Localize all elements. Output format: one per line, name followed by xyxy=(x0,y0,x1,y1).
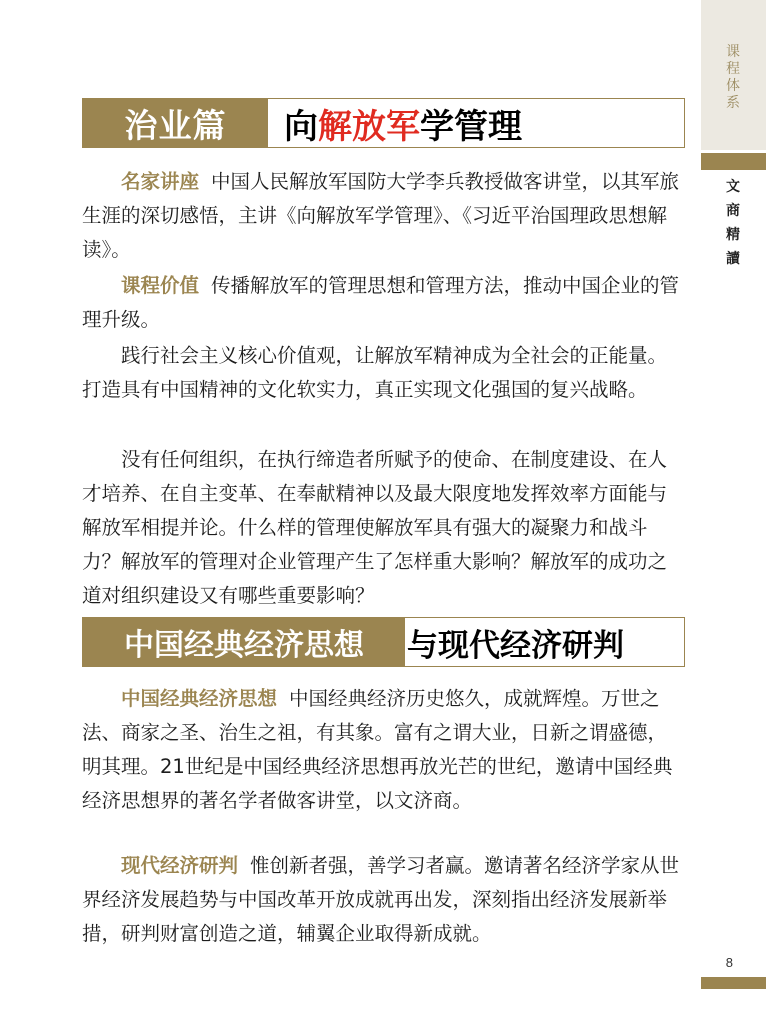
section1-text-lecture: 中国人民解放军国防大学李兵教授做客讲堂，以其军旅生涯的深切感悟，主讲《向解放军学管理》、《习近平治国理政思想解读》。 xyxy=(82,170,680,261)
footer-accent-bar xyxy=(701,977,766,989)
section1-text-value: 传播解放军的管理思想和管理方法，推动中国企业的管理升级。 xyxy=(82,274,680,331)
section2-text-classics: 中国经典经济历史悠久，成就辉煌。万世之法、商家之圣、治生之祖，有其象。富有之谓大业，日新之谓盛德，明其理。21世纪是中国经典经济思想再放光芒的世纪，邀请中国经典经济思想界的著名学者做客讲堂，以文济商。 xyxy=(82,687,673,812)
side-tab-label: 课程体系 xyxy=(726,44,740,111)
section2-tag: 中国经典经济思想 xyxy=(83,618,405,666)
section1-title-post: 学管理 xyxy=(420,106,522,147)
page-number: 8 xyxy=(725,955,733,970)
section1-keyword-value: 课程价值 xyxy=(121,274,200,297)
section1-title-pre: 向 xyxy=(284,106,318,147)
section1-title xyxy=(268,99,684,147)
section2-keyword-modern: 现代经济研判 xyxy=(121,854,239,877)
section1-paragraph-organization: 没有任何组织，在执行缔造者所赋予的使命、在制度建设、在人才培养、在自主变革、在奉献精神以及最大限度地发挥效率方面能与解放军相提并论。什么样的管理使解放军具有强大的凝聚力和战斗力？解放军的管理对企业管理产生了怎样重大影响？解放军的成功之道对组织建设又有哪些重要影响？ xyxy=(82,448,668,607)
section2-header xyxy=(82,617,685,667)
section1-tag: 治业篇 xyxy=(83,99,268,147)
section1-paragraph-values: 践行社会主义核心价值观，让解放军精神成为全社会的正能量。打造具有中国精神的文化软实力，真正实现文化强国的复兴战略。 xyxy=(82,344,668,401)
section1-title-highlight: 解放军 xyxy=(318,106,420,147)
section2-text-modern: 惟创新者强，善学习者赢。邀请著名经济学家从世界经济发展趋势与中国改革开放成就再出发，深刻指出经济发展新举措，研判财富创造之道，辅翼企业取得新成就。 xyxy=(82,854,680,945)
section1-paragraph-value xyxy=(82,269,685,337)
section1-header xyxy=(82,98,685,148)
side-accent-bar xyxy=(701,153,766,170)
section2-paragraph-classics xyxy=(82,682,685,818)
section2-paragraph-modern xyxy=(82,849,685,951)
section2-title: 与现代经济研判 xyxy=(407,627,624,664)
side-brand-label: 文商精讀 xyxy=(726,179,740,267)
section1-keyword-lecture: 名家讲座 xyxy=(121,170,200,193)
section2-keyword-classics: 中国经典经济思想 xyxy=(121,687,278,710)
side-tab[interactable] xyxy=(701,0,766,150)
section1-paragraph-lecture xyxy=(82,165,685,267)
